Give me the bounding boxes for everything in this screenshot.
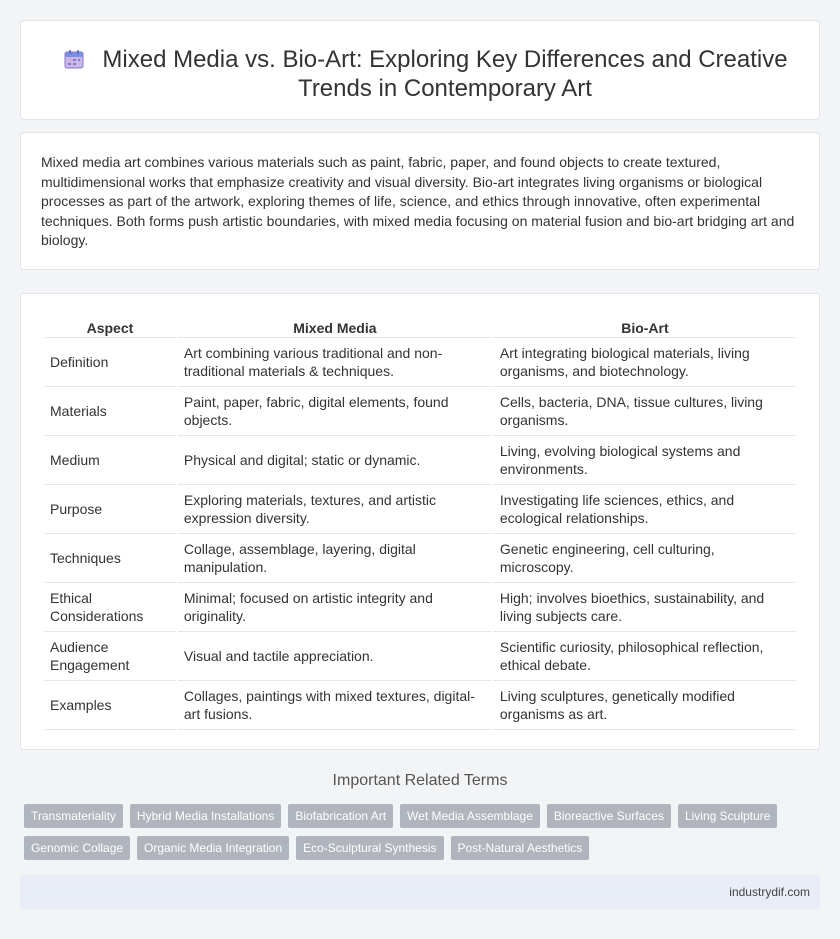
bio-art-cell: Cells, bacteria, DNA, tissue cultures, living organisms. <box>494 387 796 436</box>
footer-site-link[interactable]: industrydif.com <box>729 885 810 899</box>
table-row <box>44 387 796 436</box>
table-row <box>44 338 796 387</box>
aspect-cell: Examples <box>44 681 176 730</box>
calendar-icon <box>63 48 85 70</box>
header-aspect: Aspect <box>44 314 176 338</box>
related-terms-list <box>24 804 824 860</box>
aspect-cell: Audience Engagement <box>44 632 176 681</box>
bio-art-cell: Art integrating biological materials, living organisms, and biotechnology. <box>494 338 796 387</box>
comparison-card <box>20 293 820 750</box>
related-term-tag[interactable]: Genomic Collage <box>24 836 130 860</box>
bio-art-cell: Investigating life sciences, ethics, and ecological relationships. <box>494 485 796 534</box>
aspect-cell: Techniques <box>44 534 176 583</box>
table-row <box>44 583 796 632</box>
aspect-cell: Materials <box>44 387 176 436</box>
related-term-tag[interactable]: Hybrid Media Installations <box>130 804 281 828</box>
bio-art-cell: Scientific curiosity, philosophical reflection, ethical debate. <box>494 632 796 681</box>
bio-art-cell: Living sculptures, genetically modified organisms as art. <box>494 681 796 730</box>
comparison-table <box>42 314 798 730</box>
related-terms-heading: Important Related Terms <box>332 772 508 789</box>
mixed-media-cell: Collages, paintings with mixed textures, digital-art fusions. <box>178 681 492 730</box>
table-row <box>44 485 796 534</box>
intro-text: Mixed media art combines various materials such as paint, fabric, paper, and found objects to create textured, multidimensional works that emphasize creativity and visual diversity. Bio-art integrates living organisms or biological processes as part of the artwork, exploring themes of life, science, and ethics through innovative, often experimental techniques. Both forms push artistic boundaries, with mixed media focusing on material fusion and bio-art bridging art and biology. <box>41 154 795 248</box>
table-row <box>44 681 796 730</box>
related-term-tag[interactable]: Living Sculpture <box>678 804 777 828</box>
table-row <box>44 436 796 485</box>
related-term-tag[interactable]: Post-Natural Aesthetics <box>451 836 590 860</box>
table-row <box>44 534 796 583</box>
aspect-cell: Purpose <box>44 485 176 534</box>
related-term-tag[interactable]: Eco-Sculptural Synthesis <box>296 836 443 860</box>
mixed-media-cell: Minimal; focused on artistic integrity and originality. <box>178 583 492 632</box>
mixed-media-cell: Physical and digital; static or dynamic. <box>178 436 492 485</box>
table-header-row <box>44 314 796 338</box>
mixed-media-cell: Art combining various traditional and non-traditional materials & techniques. <box>178 338 492 387</box>
table-row <box>44 632 796 681</box>
aspect-cell: Definition <box>44 338 176 387</box>
aspect-cell: Medium <box>44 436 176 485</box>
mixed-media-cell: Visual and tactile appreciation. <box>178 632 492 681</box>
footer <box>20 875 820 909</box>
aspect-cell: Ethical Considerations <box>44 583 176 632</box>
title-card <box>20 20 820 120</box>
related-term-tag[interactable]: Organic Media Integration <box>137 836 289 860</box>
related-term-tag[interactable]: Wet Media Assemblage <box>400 804 540 828</box>
page-title: Mixed Media vs. Bio-Art: Exploring Key Differences and Creative Trends in Contemporary Art <box>102 46 788 102</box>
bio-art-cell: High; involves bioethics, sustainability, and living subjects care. <box>494 583 796 632</box>
mixed-media-cell: Paint, paper, fabric, digital elements, found objects. <box>178 387 492 436</box>
intro-card <box>20 132 820 270</box>
related-term-tag[interactable]: Biofabrication Art <box>288 804 393 828</box>
bio-art-cell: Genetic engineering, cell culturing, microscopy. <box>494 534 796 583</box>
mixed-media-cell: Collage, assemblage, layering, digital manipulation. <box>178 534 492 583</box>
header-bio-art: Bio-Art <box>494 314 796 338</box>
related-term-tag[interactable]: Transmateriality <box>24 804 123 828</box>
related-term-tag[interactable]: Bioreactive Surfaces <box>547 804 671 828</box>
bio-art-cell: Living, evolving biological systems and environments. <box>494 436 796 485</box>
mixed-media-cell: Exploring materials, textures, and artistic expression diversity. <box>178 485 492 534</box>
header-mixed-media: Mixed Media <box>178 314 492 338</box>
